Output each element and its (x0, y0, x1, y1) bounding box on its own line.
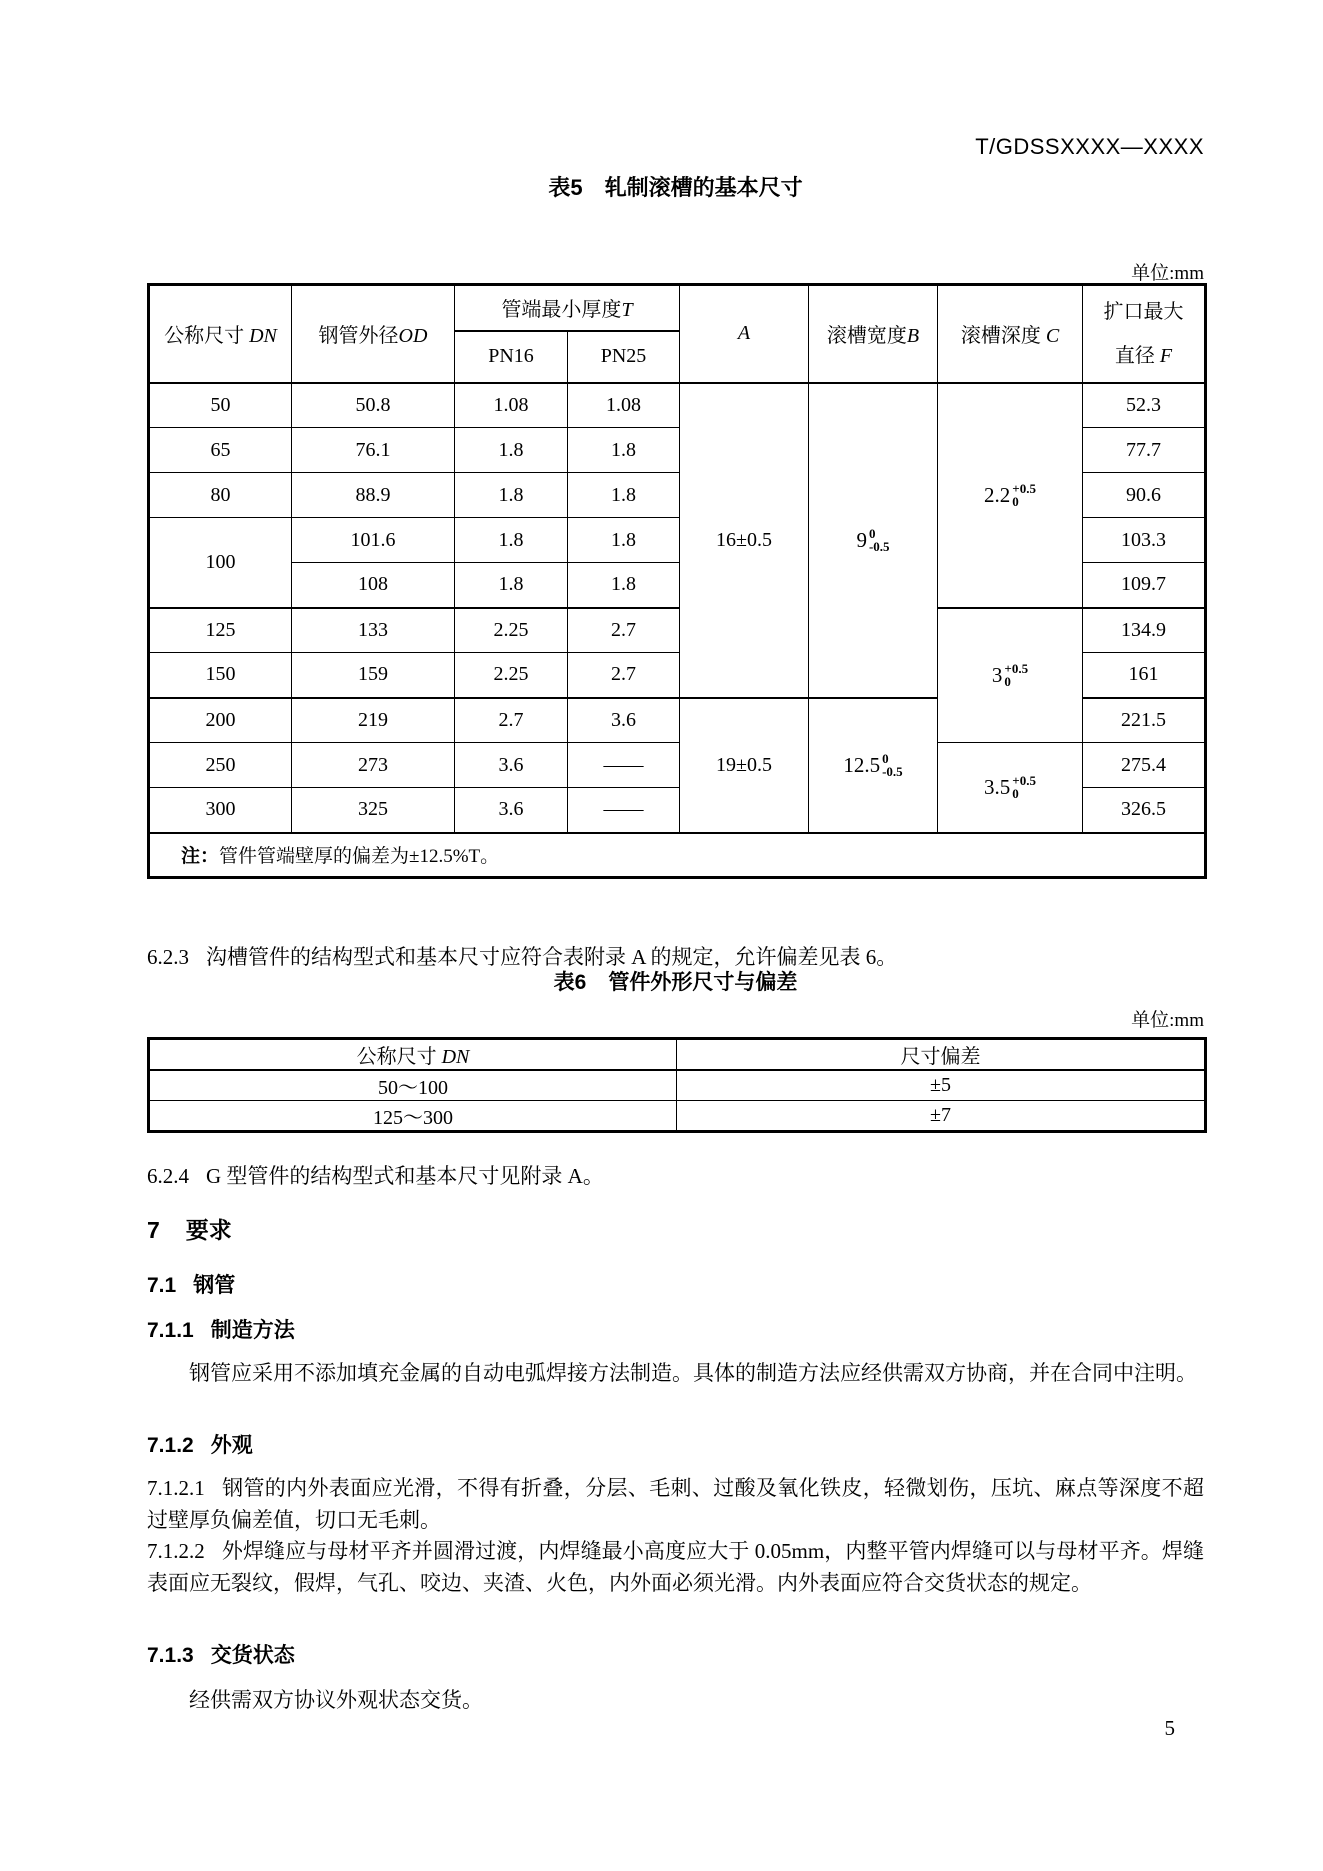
cell-pn16: 1.8 (455, 473, 568, 518)
cell-pn16: 2.7 (455, 698, 568, 743)
heading-7: 7 要求 (147, 1217, 232, 1243)
col-header-tmin: 管端最小厚度T (455, 285, 680, 331)
table-note-row (149, 833, 1206, 878)
cell-f: 77.7 (1083, 428, 1206, 473)
note-text: 管件管端壁厚的偏差为±12.5%T。 (219, 846, 500, 868)
table5-note (149, 833, 1206, 878)
cell-od: 273 (292, 743, 455, 788)
cell-dn: 125 (149, 608, 292, 653)
heading-7-1: 7.1 钢管 (147, 1274, 236, 1297)
note-label: 注： (181, 846, 220, 868)
cell-f: 326.5 (1083, 788, 1206, 833)
cell-dn: 80 (149, 473, 292, 518)
cell-pn25: 1.08 (568, 383, 680, 428)
cell-pn16: 1.8 (455, 428, 568, 473)
table6-caption (147, 966, 1204, 996)
table5-caption (147, 171, 1204, 202)
cell-pn16: 2.25 (455, 653, 568, 698)
cell-pn25: 1.8 (568, 518, 680, 563)
cell-od: 159 (292, 653, 455, 698)
cell-od: 88.9 (292, 473, 455, 518)
cell-f: 109.7 (1083, 563, 1206, 608)
col-header-f: 扩口最大 直径 F (1083, 285, 1206, 383)
table5-unit-label: 单位:mm (1131, 263, 1204, 284)
table6 (147, 1037, 1207, 1133)
table5 (147, 283, 1207, 879)
clause-6-2-4: 6.2.4 G 型管件的结构型式和基本尺寸见附录 A。 (147, 1164, 604, 1188)
cell-b-group2: 12.5 0 -0.5 (809, 698, 938, 833)
cell-pn16: 3.6 (455, 743, 568, 788)
cell-f: 90.6 (1083, 473, 1206, 518)
table-row (149, 743, 1206, 788)
cell-od: 325 (292, 788, 455, 833)
cell-pn25: 1.8 (568, 473, 680, 518)
cell-pn25: —— (568, 743, 680, 788)
cell-dn: 65 (149, 428, 292, 473)
heading-7-1-3: 7.1.3 交货状态 (147, 1644, 295, 1667)
cell-od: 108 (292, 563, 455, 608)
cell-dn: 150 (149, 653, 292, 698)
cell-dn: 300 (149, 788, 292, 833)
clause-7-1-2-2: 7.1.2.2 外焊缝应与母材平齐并圆滑过渡，内焊缝最小高度应大于 0.05mm，内整平管内焊缝可以与母材平齐。焊缝表面应无裂纹，假焊，气孔、咬边、夹渣、火色，内外面必须光滑。内外表面应符合交货状态的规定。 (147, 1539, 1204, 1595)
cell-pn16: 1.8 (455, 563, 568, 608)
cell-dn-range: 50～100 (149, 1070, 677, 1101)
cell-pn25: —— (568, 788, 680, 833)
cell-b-group1: 9 0 -0.5 (809, 383, 938, 698)
cell-pn16: 3.6 (455, 788, 568, 833)
cell-deviation: ±7 (677, 1101, 1206, 1132)
cell-c-group2: 3 +0.5 0 (938, 608, 1083, 743)
col-header-dn: 公称尺寸 DN (149, 285, 292, 383)
col-header-b: 滚槽宽度B (809, 285, 938, 383)
cell-a-group1: 16±0.5 (680, 383, 809, 698)
cell-pn25: 3.6 (568, 698, 680, 743)
cell-od: 219 (292, 698, 455, 743)
heading-7-1-1: 7.1.1 制造方法 (147, 1319, 295, 1342)
col-header-deviation: 尺寸偏差 (677, 1039, 1206, 1071)
col-header-pn25: PN25 (568, 331, 680, 383)
table-row (149, 608, 1206, 653)
cell-dn-range: 125～300 (149, 1101, 677, 1132)
clause-7-1-2-1: 7.1.2.1 钢管的内外表面应光滑，不得有折叠，分层、毛刺、过酸及氧化铁皮，轻微划伤，压坑、麻点等深度不超过壁厚负偏差值，切口无毛刺。 (147, 1476, 1204, 1532)
table-row (149, 1070, 1206, 1101)
cell-c-group3: 3.5 +0.5 0 (938, 743, 1083, 833)
table6-caption-text: 管件外形尺寸与偏差 (608, 971, 798, 994)
cell-od: 50.8 (292, 383, 455, 428)
cell-pn25: 2.7 (568, 653, 680, 698)
table6-caption-number: 表6 (553, 971, 587, 994)
cell-a-group2: 19±0.5 (680, 698, 809, 833)
cell-c-group1: 2.2 +0.5 0 (938, 383, 1083, 608)
col-header-dn: 公称尺寸 DN (149, 1039, 677, 1071)
cell-deviation: ±5 (677, 1070, 1206, 1101)
doc-code: T/GDSSXXXX—XXXX (975, 134, 1204, 159)
table5-caption-number: 表5 (548, 175, 583, 200)
cell-f: 103.3 (1083, 518, 1206, 563)
paragraph-7-1-3: 经供需双方协议外观状态交货。 (189, 1688, 483, 1712)
table6-unit-label: 单位:mm (1131, 1010, 1204, 1031)
heading-7-1-2: 7.1.2 外观 (147, 1434, 253, 1457)
col-header-c: 滚槽深度 C (938, 285, 1083, 383)
cell-od: 76.1 (292, 428, 455, 473)
col-header-a: A (680, 285, 809, 383)
cell-od: 101.6 (292, 518, 455, 563)
col-header-od: 钢管外径OD (292, 285, 455, 383)
cell-pn25: 1.8 (568, 428, 680, 473)
table-row (149, 383, 1206, 428)
cell-f: 134.9 (1083, 608, 1206, 653)
cell-dn: 100 (149, 518, 292, 608)
clause-6-2-3: 6.2.3 沟槽管件的结构型式和基本尺寸应符合表附录 A 的规定，允许偏差见表 6。 (147, 945, 898, 969)
cell-od: 133 (292, 608, 455, 653)
cell-pn25: 1.8 (568, 563, 680, 608)
cell-f: 221.5 (1083, 698, 1206, 743)
cell-pn25: 2.7 (568, 608, 680, 653)
cell-f: 275.4 (1083, 743, 1206, 788)
table5-caption-text: 轧制滚槽的基本尺寸 (604, 175, 803, 200)
page-number: 5 (1164, 1716, 1175, 1740)
cell-pn16: 1.08 (455, 383, 568, 428)
col-header-pn16: PN16 (455, 331, 568, 383)
cell-dn: 50 (149, 383, 292, 428)
cell-pn16: 1.8 (455, 518, 568, 563)
cell-pn16: 2.25 (455, 608, 568, 653)
paragraph-7-1-1: 钢管应采用不添加填充金属的自动电弧焊接方法制造。具体的制造方法应经供需双方协商，并在合同中注明。 (189, 1361, 1197, 1385)
cell-f: 161 (1083, 653, 1206, 698)
cell-f: 52.3 (1083, 383, 1206, 428)
table-row (149, 1101, 1206, 1132)
cell-dn: 200 (149, 698, 292, 743)
cell-dn: 250 (149, 743, 292, 788)
